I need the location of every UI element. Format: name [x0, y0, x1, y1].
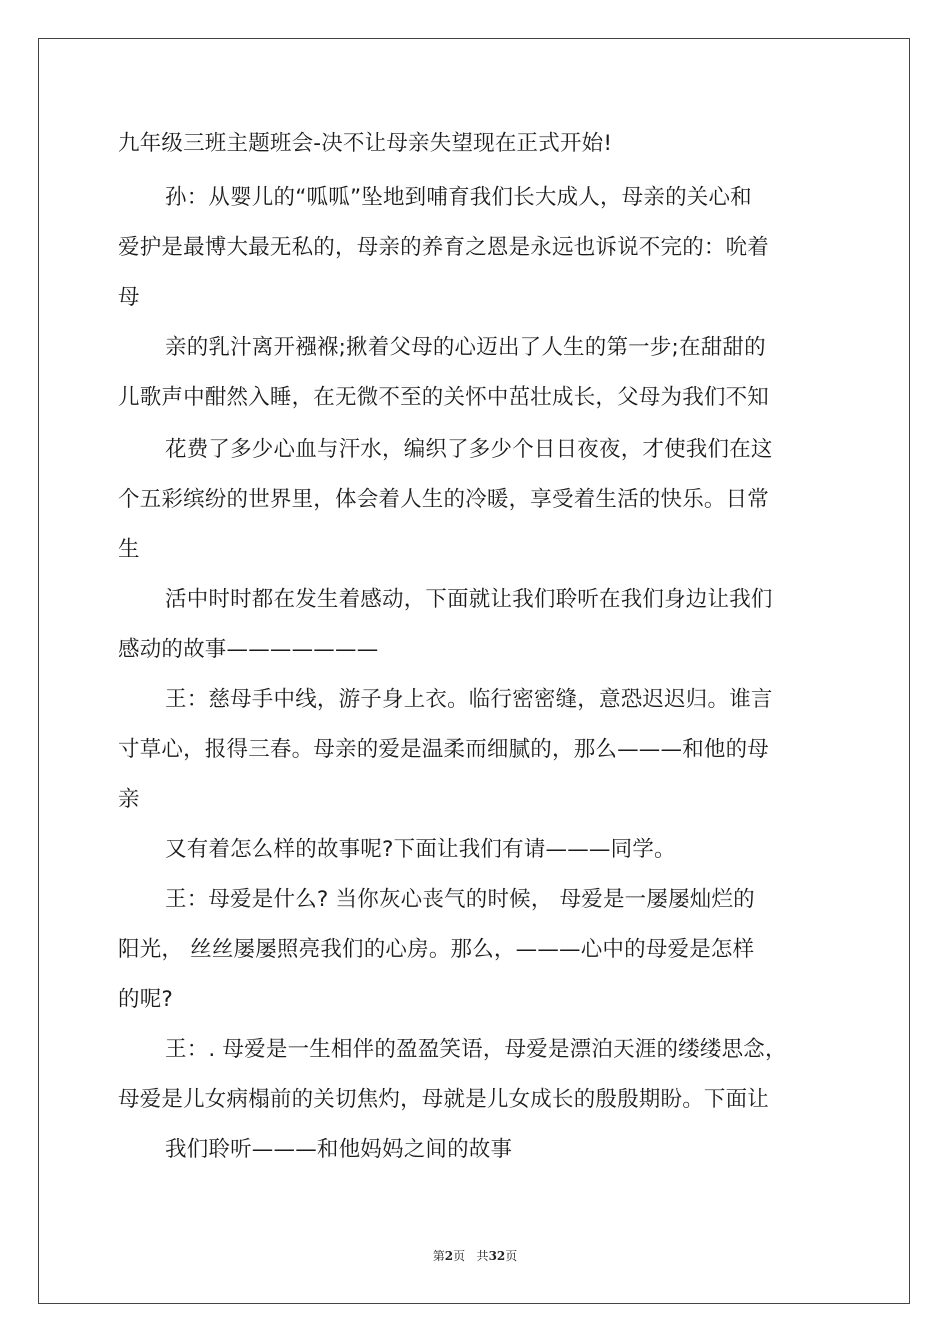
text-line: 王：慈母手中线，游子身上衣。临行密密缝，意恐迟迟归。谁言	[165, 687, 773, 712]
text-line: 阳光， 丝丝屡屡照亮我们的心房。那么，———心中的母爱是怎样	[118, 937, 755, 962]
text-line: 儿歌声中酣然入睡，在无微不至的关怀中茁壮成长，父母为我们不知	[118, 385, 770, 410]
text-line: 的呢?	[118, 987, 174, 1012]
text-line: 亲	[118, 787, 140, 812]
text-line: 感动的故事———————	[118, 637, 379, 662]
text-line: 我们聆听———和他妈妈之间的故事	[165, 1137, 513, 1162]
total-pages-number: 32	[488, 1249, 506, 1263]
footer-prefix: 第	[432, 1249, 445, 1263]
text-line: 花费了多少心血与汗水，编织了多少个日日夜夜，才使我们在这	[165, 437, 773, 462]
footer-total-prefix: 共	[476, 1249, 489, 1263]
text-line: 个五彩缤纷的世界里，体会着人生的冷暖，享受着生活的快乐。日常	[118, 487, 770, 512]
text-line: 爱护是最博大最无私的，母亲的养育之恩是永远也诉说不完的：吮着	[118, 235, 770, 260]
text-line: 活中时时都在发生着感动，下面就让我们聆听在我们身边让我们	[165, 587, 773, 612]
current-page-number: 2	[444, 1249, 454, 1263]
text-line: 寸草心，报得三春。母亲的爱是温柔而细腻的，那么———和他的母	[118, 737, 770, 762]
text-line: 亲的乳汁离开襁褓;揪着父母的心迈出了人生的第一步;在甜甜的	[165, 335, 766, 360]
page-footer	[0, 1247, 950, 1264]
text-line: 母爱是儿女病榻前的关切焦灼，母就是儿女成长的殷殷期盼。下面让	[118, 1087, 770, 1112]
footer-total-suffix: 页	[505, 1249, 518, 1263]
text-line: 生	[118, 537, 140, 562]
text-line: 母	[118, 285, 140, 310]
footer-page-suffix: 页	[453, 1249, 466, 1263]
text-line: 孙：从婴儿的“呱呱”坠地到哺育我们长大成人，母亲的关心和	[165, 185, 752, 210]
text-line: 王：. 母爱是一生相伴的盈盈笑语，母爱是漂泊天涯的缕缕思念，	[165, 1037, 787, 1062]
text-line: 九年级三班主题班会-决不让母亲失望现在正式开始!	[118, 131, 613, 156]
text-line: 又有着怎么样的故事呢?下面让我们有请———同学。	[165, 837, 676, 862]
text-line: 王：母爱是什么? 当你灰心丧气的时候， 母爱是一屡屡灿烂的	[165, 887, 755, 912]
